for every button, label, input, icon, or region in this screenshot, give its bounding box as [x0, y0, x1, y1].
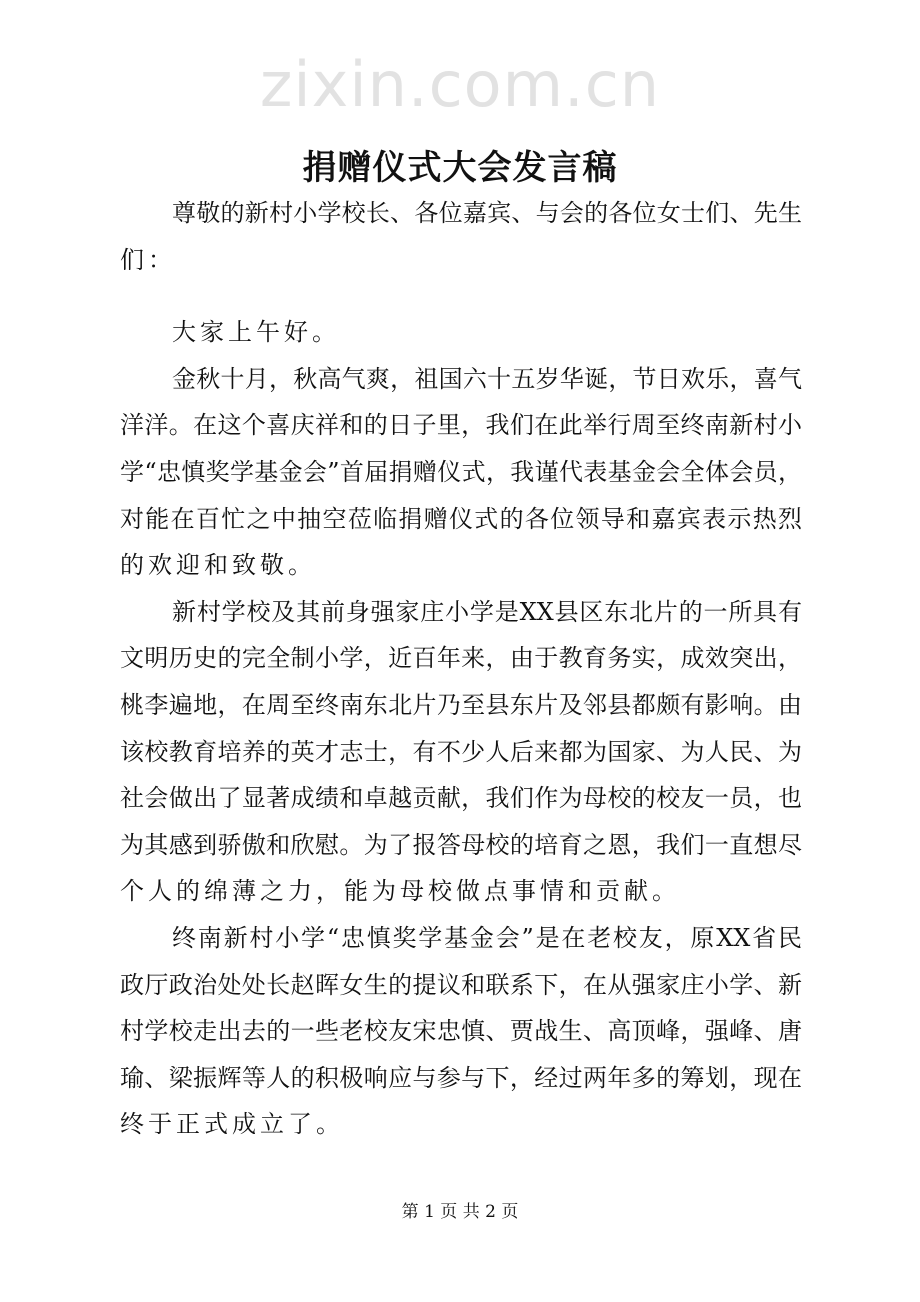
text-line: 洋洋。在这个喜庆祥和的日子里，我们在此举行周至终南新村小 [120, 411, 802, 440]
text-line: 终于正式成立了。 [120, 1110, 344, 1139]
document-body [120, 190, 802, 1148]
paragraph [120, 356, 802, 589]
text-line: 村学校走出去的一些老校友宋忠慎、贾战生、高顶峰，强峰、唐 [120, 1017, 802, 1046]
document-title: 捐赠仪式大会发言稿 [302, 148, 618, 188]
watermark: zixin.com.cn [259, 48, 661, 121]
paragraph [120, 309, 802, 356]
paragraph [120, 190, 802, 283]
text-line: 瑜、梁振辉等人的积极响应与参与下，经过两年多的筹划，现在 [120, 1063, 802, 1092]
text-line: 终南新村小学“忠慎奖学基金会”是在老校友，原XX省民 [172, 923, 802, 952]
text-line: 为其感到骄傲和欣慰。为了报答母校的培育之恩，我们一直想尽 [120, 830, 802, 859]
text-line: 桃李遍地，在周至终南东北片乃至县东片及邻县都颇有影响。由 [120, 690, 802, 719]
text-line: 个人的绵薄之力，能为母校做点事情和贡献。 [120, 877, 680, 906]
text-line: 尊敬的新村小学校长、各位嘉宾、与会的各位女士们、先生 [172, 199, 802, 227]
text-line: 们： [120, 245, 176, 274]
text-line: 文明历史的完全制小学，近百年来，由于教育务实，成效突出， [120, 644, 802, 673]
text-line: 新村学校及其前身强家庄小学是XX县区东北片的一所具有 [172, 597, 802, 626]
paragraph [120, 915, 802, 1148]
text-line: 该校教育培养的英才志士，有不少人后来都为国家、为人民、为 [120, 737, 802, 766]
text-line: 的欢迎和致敬。 [120, 551, 316, 580]
text-line: 社会做出了显著成绩和卓越贡献，我们作为母校的校友一员，也 [120, 784, 802, 813]
text-line: 大家上午好。 [172, 318, 340, 347]
text-line: 学“忠慎奖学基金会”首届捐赠仪式，我谨代表基金会全体会员， [120, 457, 802, 486]
paragraph [120, 589, 802, 915]
text-line: 对能在百忙之中抽空莅临捐赠仪式的各位领导和嘉宾表示热烈 [120, 504, 802, 533]
page-footer: 第 1 页 共 2 页 [401, 1202, 519, 1222]
text-line: 政厅政治处处长赵晖女生的提议和联系下，在从强家庄小学、新 [120, 970, 802, 999]
text-line: 金秋十月，秋高气爽，祖国六十五岁华诞，节日欢乐，喜气 [172, 364, 802, 393]
